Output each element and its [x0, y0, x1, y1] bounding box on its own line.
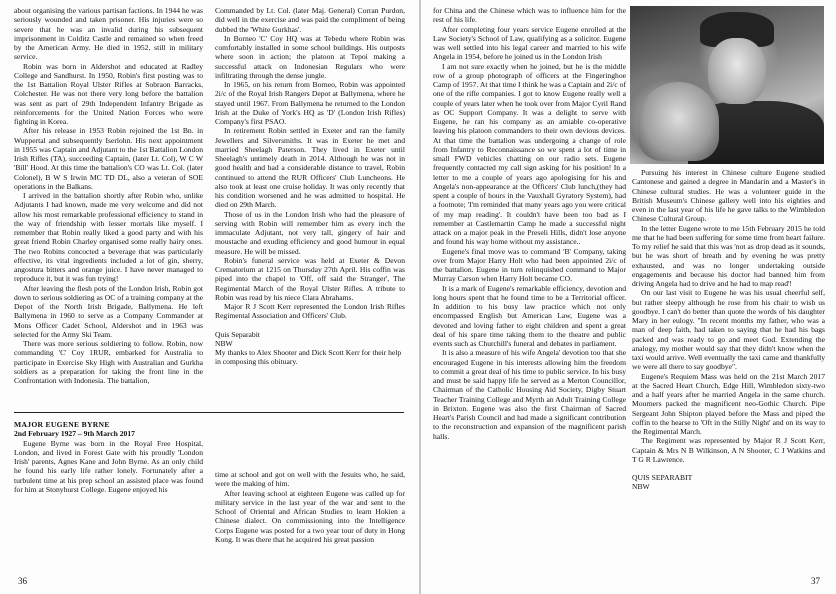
- paragraph: In 1965, on his return from Borneo, Robin was appointed 2i/c of the Royal Irish Rangers Depot at Ballymena, where he stayed until 1967. From Ballymena he returned to the London Irish at the Duke of York's HQ as 'D' (London Irish Rifles) Company's first PSAO.: [215, 80, 405, 126]
- right-column-1: [433, 6, 626, 566]
- paragraph: Pursuing his interest in Chinese culture Eugene studied Cantonese and gained a degree in Mandarin and a Master's in Chinese cultural studies. He was a volunteer guide in the British Museum's Chinese gallery well into his eighties and even in the last year of his life he gave talks to the Wimbledon Chinese Cultural Group.: [632, 168, 825, 224]
- paragraph: Robin was born in Aldershot and educated at Radley College and Sandhurst. In 1950, Robin's first posting was to the 1st Battalion Royal Ulster Rifles at Sobraon Barracks, Colchester. He was not there very long before the battalion was sent as part of 29th Independent Infantry Brigade as reinforcements for the United Nation Forces who were fighting in Korea.: [14, 61, 203, 126]
- paragraph: It is also a measure of his wife Angela' devotion too that she encouraged Eugene in his interests allowing him the freedom to commit a great deal of his time to public service. In his busy and must be said happy life he served as a Merton Councillor, Chairman of the Catholic Housing Aid Society, Digby Stuart Teacher Training College and Myrth an Adult Training College in Brixton. Eugene was also the first Chairman of Sacred Heart's Parish Council and had made a significant contribution to the reconstruction and expansion of the magnificent parish halls.: [433, 348, 626, 441]
- paragraph: Those of us in the London Irish who had the pleasure of serving with Robin will remember him as every inch the immaculate Adjutant, not very tall, gingery of hair and moustache and exuding efficiency and good humour in equal measure. He will be missed.: [215, 209, 405, 256]
- signature-line: NBW: [215, 338, 233, 348]
- page-number: 37: [811, 576, 820, 586]
- paragraph: Eugene Byrne was born in the Royal Free Hospital, London, and lived in Forest Gate with his proudly 'London Irish' parents, Agnes Kane and John Byrne. As an only child he found his early life rather lonely. Fortunately after a turbulent time at his prep school an assisted place was found for him at Stonyhurst College. Eugene enjoyed his: [14, 438, 203, 494]
- paragraph: The Regiment was represented by Major R J Scott Kerr, Captain & Mrs N B Wilkinson, A N Shooter, C J Watkins and T G R Lawrence.: [632, 436, 825, 464]
- paragraph: for China and the Chinese which was to influence him for the rest of his life.: [433, 6, 626, 25]
- paragraph: In the letter Eugene wrote to me 15th February 2015 he told me that he had been suffering for some time from heart failure. To my relief he said that this was 'not as drop dead as it sounds, but he was short of breath and by evening he was pretty exhausted, and was no longer undertaking outside engagements and because his doctor had banned him from driving Angela had to drive and he had to map read'!: [632, 223, 825, 288]
- paragraph: I arrived in the battalion shortly after Robin who, unlike Adjutants I had known, made me very welcome and did not allow his most remarkable professional efficiency to stand in the way of friendship with lesser mortals like myself. I remember that Robin really liked a good party and with his great friend Robin Charley organised some really hairy ones. The two Robins concocted a beverage that was particularly effective, its vital ingredients included a lot of gin, sherry, angostura bitters and orange juice. I have never managed to reproduce it, but it was fun trying!: [14, 191, 203, 284]
- page-number: 36: [18, 576, 27, 586]
- paragraph: After leaving the flesh pots of the London Irish, Robin got down to serious soldiering as OC of a training company at the Depot of the North Irish Brigade, Ballymena. He left Ballymena in 1960 to serve as a Company Commander at Mons Officer Cadet School, Aldershot and in 1963 was selected for the Army Ski Team.: [14, 283, 203, 339]
- paragraph: I am not sure exactly when he joined, but he is the middle row of a group photograph of officers at the Fingeringhoe Camp of 1957. At that time I think he was a Captain and 2i/c of one of the rifle companies. I got to know Eugene really well a couple of years later when he took over from Major Cyril Rand as OC Support Company. It was a delight to serve with Eugene, he ran his company as an amiable co-operative leaving his platoon commanders to their own devious devices. At that time the battalion was undergoing a change of role from Infantry to Reconnaissance so we spent a lot of time in small FWD vehicles chatting on our radio sets. Eugene frequently contacted my call sign asking for his position! In a letter to me a couple of years ago apologising for his and Angela's non-appearance at the Officers' Club lunch,(they had spent a couple of hours in the Vauxhall Gyratory System), had a footnote; 'I'm reminded that many years ago you were critical of my map reading'. It couldn't have been too bad as I remember at Castlemartin Camp he made a successful night attack on a major peak in the Preseli Hills, didn't lose anyone and found his way home without my assistance..: [433, 61, 626, 247]
- paragraph: Commanded by Lt. Col. (later Maj. General) Corran Purdon, did well in the exercise and was paid the compliment of being dubbed the 'White Gurkhas'.: [215, 6, 405, 34]
- section-divider: [14, 412, 404, 413]
- paragraph: My thanks to Alex Shooter and Dick Scott Kerr for their help in composing this obituary.: [215, 348, 402, 367]
- left-column-1: [14, 6, 203, 410]
- left-column-2: [215, 6, 405, 410]
- left-column-2-lower: [215, 470, 405, 570]
- couple-photo: [630, 6, 824, 164]
- signature-line: NBW: [632, 482, 650, 492]
- byrne-obituary-start: [14, 414, 203, 564]
- right-column-2: [632, 168, 825, 568]
- paragraph: After his release in 1953 Robin rejoined the 1st Bn. in Wuppertal and subsequently Iserlohn. His next appointment in 1955 was Captain and Adjutant to the 1st Battalion London Irish Rifles (TA), succeeding Captain, (later Lt. Col), W C W 'Bill' Hood. At this time the battalion's CO was Lt. Col. (later Colonel), B W S Irwin MC TD DL, also a veteran of SOE operations in the Balkans.: [14, 126, 203, 191]
- signature-line: QUIS SEPARABIT: [632, 473, 693, 482]
- signature-line: Quis Separabit: [215, 329, 260, 339]
- paragraph: Robin's funeral service was held at Exeter & Devon Crematorium at 1215 on Thursday 27th April. His coffin was piped into the chapel to 'Off, off said the Stranger', The Regimental March of the Royal Ulster Rifles. A tribute to Robin was read by his niece Clara Abrahams.: [215, 255, 405, 302]
- paragraph: Eugene's Requiem Mass was held on the 21st March 2017 at the Sacred Heart Church, Edge Hill, Wimbledon sixty-two and a half years after he married Angela in the same church. Mourners packed the magnificent neo-Gothic Church. Pipe Sergeant John Shipton played before the Mass and piped the coffin to the hearse to 'Oft in the Stilly Night' and on its way to the Regimental March.: [632, 371, 825, 436]
- obituary-heading: MAJOR EUGENE BYRNE: [14, 420, 110, 429]
- paragraph: Major R J Scott Kerr represented the London Irish Rifles Regimental Association and Officers' Club.: [215, 302, 405, 321]
- paragraph: Eugene's final move was to command 'B' Company, taking over from Major Harry Holt who had been appointed 2i/c of the battalion. Eugene in turn relinquished command to Major Murray Carson when Harry Holt became CO.: [433, 246, 626, 284]
- paragraph: time at school and got on well with the Jesuits who, he said, were the making of him.: [215, 470, 405, 489]
- paragraph: It is a mark of Eugene's remarkable efficiency, devotion and long hours spent that he found time to be a Territorial officer. In addition to his busy law practice which not only encompassed English but American Law, Eugene was a devoted and loving father to eight children and spent a great deal of his spare time taking them to the theatre and public events such as Churchill's funeral and debates in parliament.: [433, 283, 626, 348]
- paragraph: After completing four years service Eugene enrolled at the Law Society's School of Law, qualifying as a solicitor. Eugene was well settled into his legal career and married to his wife Angela in 1954, before he joined us in the London Irish: [433, 24, 626, 62]
- paragraph: In Borneo 'C' Coy HQ was at Tebedu where Robin was comfortably installed in some school buildings. His outposts where soon in action; the platoon at Tepoi making a successful attack on Indonesian Regulars who were infiltrating through the dense jungle.: [215, 33, 405, 80]
- paragraph: about organising the various partisan factions. In 1944 he was seriously wounded and taken prisoner. His injuries were so severe that he was an invalid during his subsequent imprisonment in Colditz Castle and remained so when freed by the American Army. He died in 1952, still in military service.: [14, 6, 203, 62]
- paragraph: There was more serious soldiering to follow. Robin, now commanding 'C' Coy 1RUR, embarked for Australia to participate in Exercise Sky High with Australian and Gurkha soldiers as a preparation for taking the front line in the Confrontation with Indonesia. The battalion,: [14, 339, 203, 385]
- right-page: [421, 0, 836, 594]
- obituary-dates: 2nd February 1927 – 9th March 2017: [14, 429, 135, 439]
- paragraph: After leaving school at eighteen Eugene was called up for military service in the last year of the war and sent to the School of Oriental and African Studies to learn Hokien a Chinese dialect. On commissioning into the Intelligence Corps Eugene was posted for a two year tour of duty in Hong Kong. It was there that he acquired his great passion: [215, 488, 405, 544]
- paragraph: In retirement Robin settled in Exeter and ran the family Jewellers and Silversmiths. It was in Exeter he met and married Sheelagh Paterson. They lived in Exeter until Sheelagh's untimely death in 2014. Although he was not in good health and had a considerable distance to travel, Robin continued to attend the RUR Officers' Club Luncheons. He also took at least one cruise holiday. It was only recently that his condition worsened and he was admitted to hospital. He died on 29th March.: [215, 126, 405, 210]
- paragraph: On our last visit to Eugene he was his usual cheerful self, but rather sleepy although he rose from his chair to wish us goodbye. I can't do better than quote the words of his daughter Mary in her eulogy. "In recent months my father, who was a man of deep faith, had taken to saying that he had his bags packed and was ready to go and meet God. Extending the analogy, my mother would say that they didn't know when the taxi would arrive. Well eventually the taxi came and thankfully we were all there to say goodbye".: [632, 288, 825, 372]
